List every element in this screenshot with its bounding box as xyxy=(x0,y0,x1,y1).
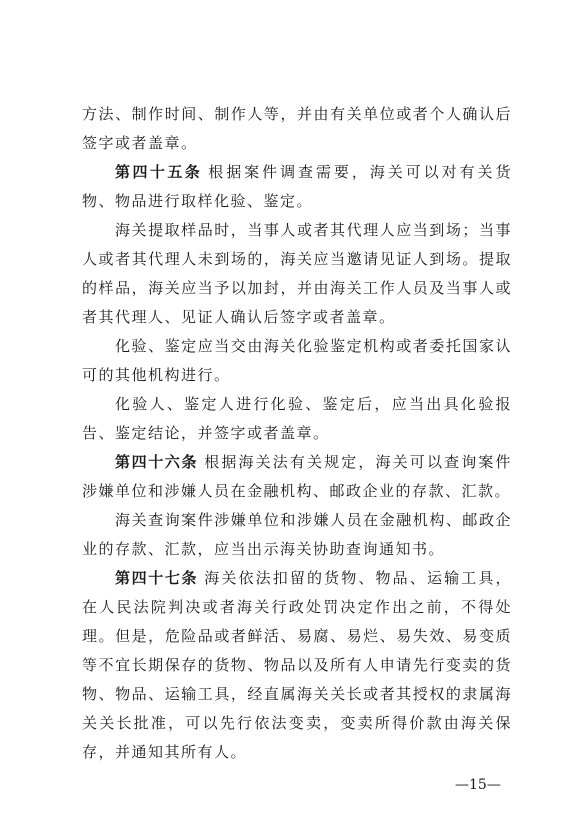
paragraph-text: 化验人、鉴定人进行化验、鉴定后，应当出具化验报告、鉴定结论，并签字或者盖章。 xyxy=(82,395,512,442)
document-body xyxy=(82,100,512,767)
article-heading: 第四十五条 xyxy=(115,163,203,181)
paragraph-text: 海关提取样品时，当事人或者其代理人应当到场；当事人或者其代理人未到场的，海关应当邀请见证人到场。提取的样品，海关应当予以加封，并由海关工作人员及当事人或者其代理人、见证人确认后签字或者盖章。 xyxy=(82,221,512,326)
article-heading: 第四十七条 xyxy=(115,569,199,587)
paragraph-text: 化验、鉴定应当交由海关化验鉴定机构或者委托国家认可的其他机构进行。 xyxy=(82,337,512,384)
paragraph-text: 根据海关法有关规定，海关可以查询案件涉嫌单位和涉嫌人员在金融机构、邮政企业的存款、汇款。 xyxy=(82,453,512,500)
paragraph-text: 海关依法扣留的货物、物品、运输工具，在人民法院判决或者海关行政处罚决定作出之前，不得处理。但是，危险品或者鲜活、易腐、易烂、易失效、易变质等不宜长期保存的货物、物品以及所有人申请先行变卖的货物、物品、运输工具，经直属海关关长或者其授权的隶属海关关长批准，可以先行依法变卖，变卖所得价款由海关保存，并通知其所有人。 xyxy=(82,569,512,761)
paragraph-article-47 xyxy=(82,564,512,767)
paragraph-article-45 xyxy=(82,158,512,216)
article-heading: 第四十六条 xyxy=(115,453,199,471)
paragraph-7 xyxy=(82,506,512,564)
paragraph-text: 根据案件调查需要，海关可以对有关货物、物品进行取样化验、鉴定。 xyxy=(82,163,512,210)
paragraph-1 xyxy=(82,100,512,158)
paragraph-text: 海关查询案件涉嫌单位和涉嫌人员在金融机构、邮政企业的存款、汇款，应当出示海关协助查询通知书。 xyxy=(82,511,512,558)
paragraph-text: 方法、制作时间、制作人等，并由有关单位或者个人确认后签字或者盖章。 xyxy=(82,105,512,152)
paragraph-4 xyxy=(82,332,512,390)
paragraph-article-46 xyxy=(82,448,512,506)
page-number: —15— xyxy=(455,777,501,793)
paragraph-5 xyxy=(82,390,512,448)
paragraph-3 xyxy=(82,216,512,332)
